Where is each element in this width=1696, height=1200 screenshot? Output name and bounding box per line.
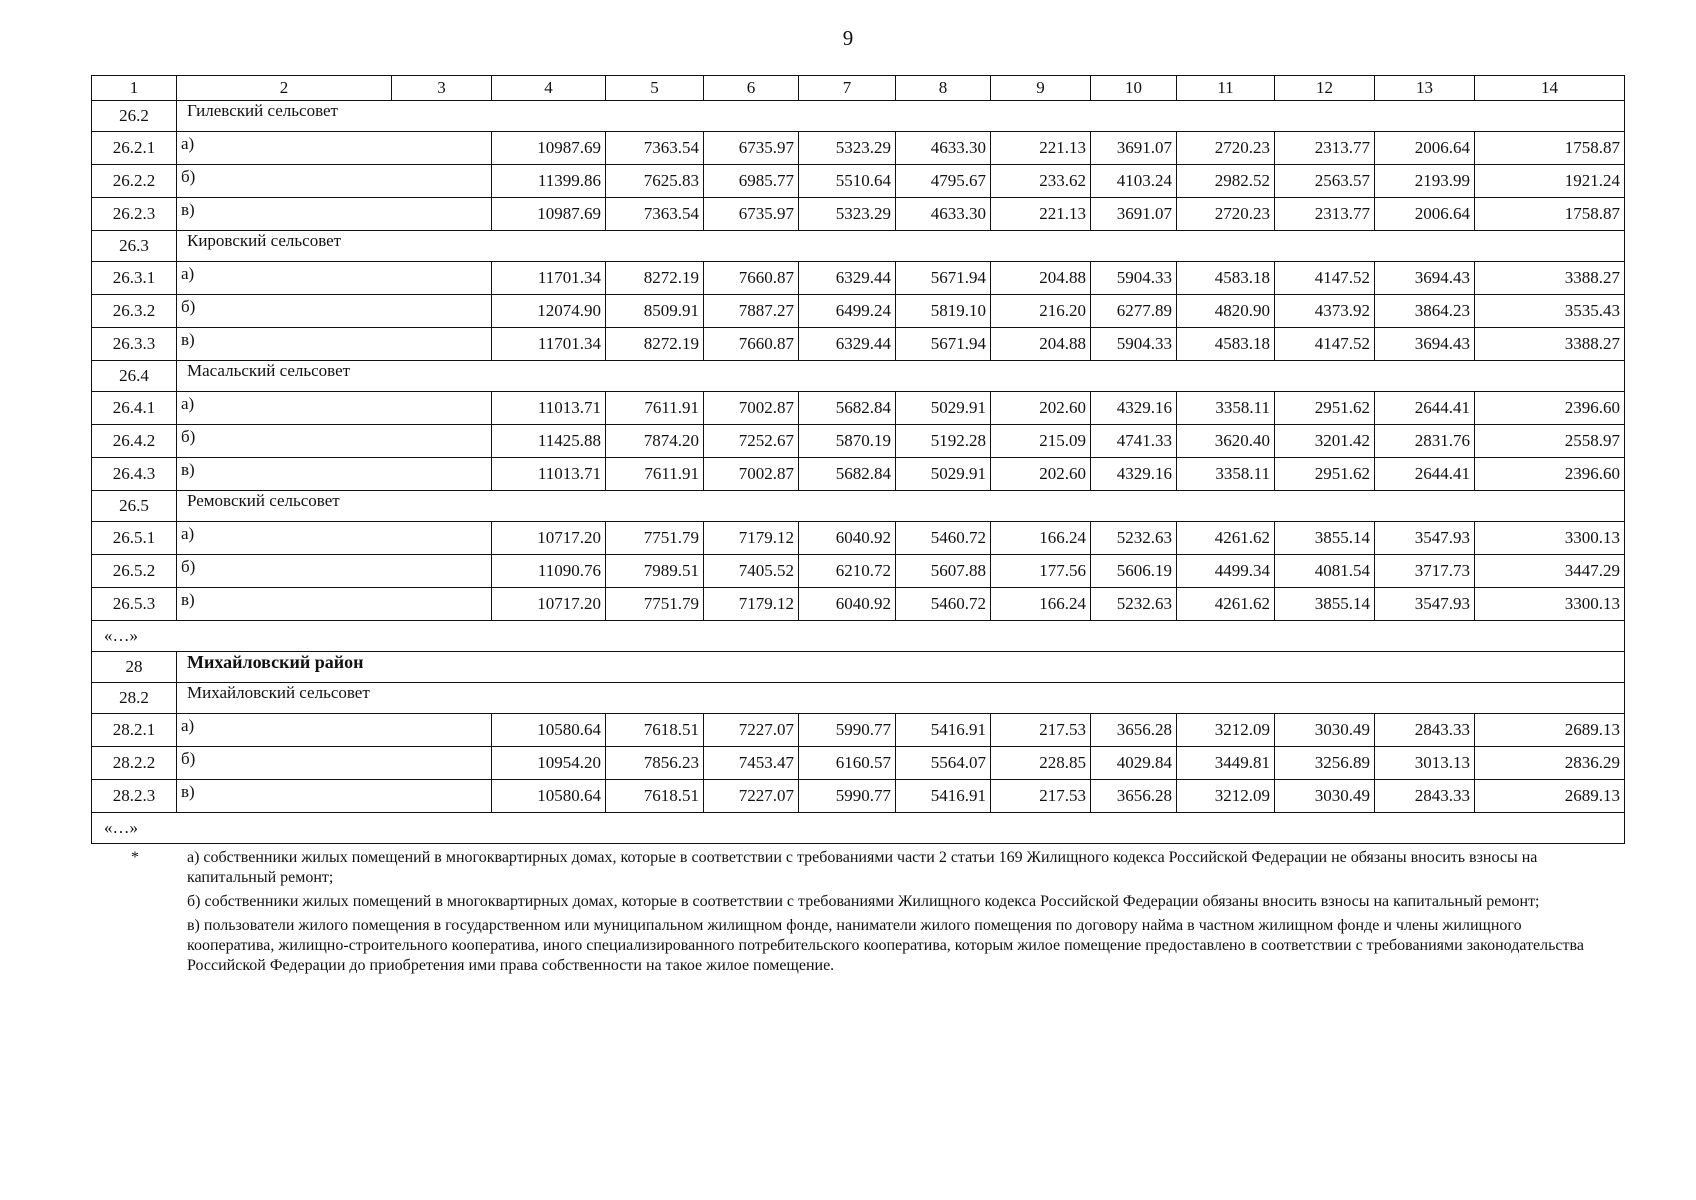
value-cell: 3201.42 — [1275, 425, 1375, 458]
value-cell: 5460.72 — [896, 588, 991, 621]
value-cell: 7363.54 — [606, 132, 704, 165]
value-cell: 177.56 — [991, 555, 1091, 588]
value-cell: 6735.97 — [704, 132, 799, 165]
value-cell: 4029.84 — [1091, 747, 1177, 780]
value-cell: 7611.91 — [606, 458, 704, 491]
table-row — [92, 198, 1625, 231]
value-cell: 221.13 — [991, 198, 1091, 231]
value-cell: 7660.87 — [704, 328, 799, 361]
value-cell: 3694.43 — [1375, 328, 1475, 361]
value-cell: 7453.47 — [704, 747, 799, 780]
row-code: 26.4 — [92, 361, 177, 392]
table-row — [92, 262, 1625, 295]
value-cell: 221.13 — [991, 132, 1091, 165]
value-cell: 5682.84 — [799, 392, 896, 425]
value-cell: 5323.29 — [799, 198, 896, 231]
row-code: 28.2 — [92, 683, 177, 714]
owner-category: а) — [177, 262, 492, 295]
value-cell: 4499.34 — [1177, 555, 1275, 588]
column-number: 13 — [1375, 76, 1475, 101]
value-cell: 4583.18 — [1177, 262, 1275, 295]
value-cell: 5416.91 — [896, 714, 991, 747]
value-cell: 3388.27 — [1475, 262, 1625, 295]
value-cell: 217.53 — [991, 714, 1091, 747]
value-cell: 202.60 — [991, 458, 1091, 491]
value-cell: 10954.20 — [492, 747, 606, 780]
value-cell: 8509.91 — [606, 295, 704, 328]
row-code: 26.2.2 — [92, 165, 177, 198]
value-cell: 3691.07 — [1091, 132, 1177, 165]
group-name: Ремовский сельсовет — [177, 491, 1625, 522]
value-cell: 2193.99 — [1375, 165, 1475, 198]
row-code: 28 — [92, 652, 177, 683]
value-cell: 7179.12 — [704, 588, 799, 621]
value-cell: 4741.33 — [1091, 425, 1177, 458]
row-code: 26.2.3 — [92, 198, 177, 231]
value-cell: 3691.07 — [1091, 198, 1177, 231]
value-cell: 3717.73 — [1375, 555, 1475, 588]
table-row — [92, 295, 1625, 328]
value-cell: 6985.77 — [704, 165, 799, 198]
value-cell: 7618.51 — [606, 714, 704, 747]
ellipsis-row — [92, 621, 1625, 652]
value-cell: 8272.19 — [606, 328, 704, 361]
value-cell: 2644.41 — [1375, 392, 1475, 425]
value-cell: 5904.33 — [1091, 328, 1177, 361]
value-cell: 7856.23 — [606, 747, 704, 780]
row-code: 26.5.2 — [92, 555, 177, 588]
value-cell: 4261.62 — [1177, 522, 1275, 555]
value-cell: 3449.81 — [1177, 747, 1275, 780]
value-cell: 2563.57 — [1275, 165, 1375, 198]
value-cell: 7660.87 — [704, 262, 799, 295]
table-row — [92, 132, 1625, 165]
value-cell: 2982.52 — [1177, 165, 1275, 198]
value-cell: 2689.13 — [1475, 780, 1625, 813]
value-cell: 3212.09 — [1177, 780, 1275, 813]
value-cell: 4633.30 — [896, 132, 991, 165]
value-cell: 6277.89 — [1091, 295, 1177, 328]
value-cell: 7227.07 — [704, 780, 799, 813]
value-cell: 3300.13 — [1475, 588, 1625, 621]
row-code: 26.2 — [92, 101, 177, 132]
value-cell: 228.85 — [991, 747, 1091, 780]
group-row — [92, 101, 1625, 132]
value-cell: 2720.23 — [1177, 132, 1275, 165]
value-cell: 2644.41 — [1375, 458, 1475, 491]
value-cell: 215.09 — [991, 425, 1091, 458]
column-number: 4 — [492, 76, 606, 101]
value-cell: 5323.29 — [799, 132, 896, 165]
value-cell: 5232.63 — [1091, 588, 1177, 621]
owner-category: в) — [177, 328, 492, 361]
row-code: 26.5.1 — [92, 522, 177, 555]
value-cell: 3535.43 — [1475, 295, 1625, 328]
value-cell: 10580.64 — [492, 780, 606, 813]
table-row — [92, 714, 1625, 747]
group-row — [92, 683, 1625, 714]
row-code: 26.2.1 — [92, 132, 177, 165]
value-cell: 7405.52 — [704, 555, 799, 588]
value-cell: 5192.28 — [896, 425, 991, 458]
page-number: 9 — [842, 26, 854, 50]
value-cell: 5671.94 — [896, 328, 991, 361]
row-code: 26.4.2 — [92, 425, 177, 458]
value-cell: 6160.57 — [799, 747, 896, 780]
value-cell: 216.20 — [991, 295, 1091, 328]
row-code: 26.3.3 — [92, 328, 177, 361]
owner-category: б) — [177, 747, 492, 780]
value-cell: 4261.62 — [1177, 588, 1275, 621]
value-cell: 7002.87 — [704, 458, 799, 491]
value-cell: 7887.27 — [704, 295, 799, 328]
value-cell: 12074.90 — [492, 295, 606, 328]
owner-category: в) — [177, 588, 492, 621]
value-cell: 3358.11 — [1177, 458, 1275, 491]
table-row — [92, 165, 1625, 198]
value-cell: 3030.49 — [1275, 714, 1375, 747]
value-cell: 3013.13 — [1375, 747, 1475, 780]
value-cell: 5682.84 — [799, 458, 896, 491]
value-cell: 10580.64 — [492, 714, 606, 747]
value-cell: 4795.67 — [896, 165, 991, 198]
value-cell: 5990.77 — [799, 714, 896, 747]
value-cell: 10987.69 — [492, 198, 606, 231]
row-code: 26.5.3 — [92, 588, 177, 621]
value-cell: 5870.19 — [799, 425, 896, 458]
row-code: 28.2.1 — [92, 714, 177, 747]
column-number: 8 — [896, 76, 991, 101]
value-cell: 3212.09 — [1177, 714, 1275, 747]
value-cell: 3620.40 — [1177, 425, 1275, 458]
value-cell: 7989.51 — [606, 555, 704, 588]
value-cell: 11013.71 — [492, 392, 606, 425]
value-cell: 7618.51 — [606, 780, 704, 813]
value-cell: 7227.07 — [704, 714, 799, 747]
value-cell: 3447.29 — [1475, 555, 1625, 588]
column-number: 2 — [177, 76, 392, 101]
row-code: 26.5 — [92, 491, 177, 522]
value-cell: 3656.28 — [1091, 780, 1177, 813]
value-cell: 1921.24 — [1475, 165, 1625, 198]
value-cell: 5990.77 — [799, 780, 896, 813]
value-cell: 2720.23 — [1177, 198, 1275, 231]
value-cell: 7252.67 — [704, 425, 799, 458]
row-code: 28.2.2 — [92, 747, 177, 780]
row-code: 26.3.2 — [92, 295, 177, 328]
value-cell: 3864.23 — [1375, 295, 1475, 328]
value-cell: 2831.76 — [1375, 425, 1475, 458]
value-cell: 3656.28 — [1091, 714, 1177, 747]
value-cell: 3256.89 — [1275, 747, 1375, 780]
value-cell: 4329.16 — [1091, 392, 1177, 425]
value-cell: 11399.86 — [492, 165, 606, 198]
value-cell: 6329.44 — [799, 262, 896, 295]
value-cell: 5564.07 — [896, 747, 991, 780]
value-cell: 5510.64 — [799, 165, 896, 198]
value-cell: 5819.10 — [896, 295, 991, 328]
value-cell: 7751.79 — [606, 588, 704, 621]
owner-category: а) — [177, 392, 492, 425]
value-cell: 2396.60 — [1475, 458, 1625, 491]
value-cell: 11425.88 — [492, 425, 606, 458]
value-cell: 4633.30 — [896, 198, 991, 231]
owner-category: б) — [177, 295, 492, 328]
footnote-item-a: а) собственники жилых помещений в многоквартирных домах, которые в соответствии с требованиями части 2 статьи 169 Жилищного кодекса Российской Федерации не обязаны вносить взносы на капитальный ремонт; — [187, 849, 1538, 886]
value-cell: 4820.90 — [1177, 295, 1275, 328]
value-cell: 2951.62 — [1275, 392, 1375, 425]
owner-category: в) — [177, 458, 492, 491]
column-number-row — [92, 76, 1625, 101]
group-name: Масальский сельсовет — [177, 361, 1625, 392]
table-row — [92, 780, 1625, 813]
value-cell: 3388.27 — [1475, 328, 1625, 361]
value-cell: 7363.54 — [606, 198, 704, 231]
value-cell: 5460.72 — [896, 522, 991, 555]
row-code: 26.3 — [92, 231, 177, 262]
value-cell: 10987.69 — [492, 132, 606, 165]
value-cell: 5029.91 — [896, 392, 991, 425]
value-cell: 5904.33 — [1091, 262, 1177, 295]
value-cell: 2006.64 — [1375, 132, 1475, 165]
omission-mark: «…» — [92, 621, 1625, 652]
value-cell: 3547.93 — [1375, 522, 1475, 555]
value-cell: 7179.12 — [704, 522, 799, 555]
value-cell: 4147.52 — [1275, 262, 1375, 295]
value-cell: 2843.33 — [1375, 780, 1475, 813]
group-name: Михайловский сельсовет — [177, 683, 1625, 714]
tariff-table — [91, 75, 1625, 844]
group-row — [92, 652, 1625, 683]
value-cell: 5029.91 — [896, 458, 991, 491]
value-cell: 2843.33 — [1375, 714, 1475, 747]
column-number: 6 — [704, 76, 799, 101]
value-cell: 204.88 — [991, 262, 1091, 295]
value-cell: 217.53 — [991, 780, 1091, 813]
value-cell: 3694.43 — [1375, 262, 1475, 295]
value-cell: 6499.24 — [799, 295, 896, 328]
column-number: 3 — [392, 76, 492, 101]
value-cell: 10717.20 — [492, 588, 606, 621]
value-cell: 6329.44 — [799, 328, 896, 361]
value-cell: 3855.14 — [1275, 588, 1375, 621]
value-cell: 2951.62 — [1275, 458, 1375, 491]
omission-mark: «…» — [92, 813, 1625, 844]
value-cell: 3358.11 — [1177, 392, 1275, 425]
ellipsis-row — [92, 813, 1625, 844]
value-cell: 5671.94 — [896, 262, 991, 295]
value-cell: 7874.20 — [606, 425, 704, 458]
value-cell: 166.24 — [991, 522, 1091, 555]
value-cell: 11701.34 — [492, 328, 606, 361]
table-row — [92, 328, 1625, 361]
value-cell: 6210.72 — [799, 555, 896, 588]
value-cell: 2689.13 — [1475, 714, 1625, 747]
value-cell: 1758.87 — [1475, 132, 1625, 165]
column-number: 12 — [1275, 76, 1375, 101]
footnote-item-v: в) пользователи жилого помещения в государственном или муниципальном жилищном фонде, наниматели жилого помещения по договору найма в частном жилищном фонде и члены жилищного кооператива, жилищно-строительного кооператива, иного специализированного потребительского кооператива, которым жилое помещение предоставлено в соответствии с требованиями законодательства Российской Федерации до приобретения ими права собственности на такое жилое помещение. — [187, 917, 1584, 974]
owner-category: а) — [177, 522, 492, 555]
value-cell: 6040.92 — [799, 522, 896, 555]
group-name: Михайловский район — [177, 652, 1625, 683]
value-cell: 1758.87 — [1475, 198, 1625, 231]
group-row — [92, 361, 1625, 392]
value-cell: 4147.52 — [1275, 328, 1375, 361]
value-cell: 5607.88 — [896, 555, 991, 588]
column-number: 7 — [799, 76, 896, 101]
value-cell: 4373.92 — [1275, 295, 1375, 328]
table-row — [92, 392, 1625, 425]
value-cell: 6040.92 — [799, 588, 896, 621]
table-row — [92, 555, 1625, 588]
value-cell: 2558.97 — [1475, 425, 1625, 458]
owner-category: а) — [177, 132, 492, 165]
owner-category: б) — [177, 425, 492, 458]
value-cell: 4329.16 — [1091, 458, 1177, 491]
column-number: 9 — [991, 76, 1091, 101]
value-cell: 5232.63 — [1091, 522, 1177, 555]
value-cell: 233.62 — [991, 165, 1091, 198]
value-cell: 3547.93 — [1375, 588, 1475, 621]
value-cell: 7751.79 — [606, 522, 704, 555]
value-cell: 3300.13 — [1475, 522, 1625, 555]
row-code: 26.4.3 — [92, 458, 177, 491]
value-cell: 5416.91 — [896, 780, 991, 813]
value-cell: 204.88 — [991, 328, 1091, 361]
value-cell: 8272.19 — [606, 262, 704, 295]
value-cell: 4103.24 — [1091, 165, 1177, 198]
value-cell: 2313.77 — [1275, 132, 1375, 165]
value-cell: 11090.76 — [492, 555, 606, 588]
value-cell: 3030.49 — [1275, 780, 1375, 813]
column-number: 10 — [1091, 76, 1177, 101]
row-code: 26.3.1 — [92, 262, 177, 295]
group-row — [92, 491, 1625, 522]
owner-category: б) — [177, 555, 492, 588]
owner-category: а) — [177, 714, 492, 747]
footnote — [125, 848, 1585, 980]
value-cell: 10717.20 — [492, 522, 606, 555]
row-code: 28.2.3 — [92, 780, 177, 813]
value-cell: 7002.87 — [704, 392, 799, 425]
value-cell: 2396.60 — [1475, 392, 1625, 425]
column-number: 1 — [92, 76, 177, 101]
table-row — [92, 458, 1625, 491]
value-cell: 2006.64 — [1375, 198, 1475, 231]
footnote-item-b: б) собственники жилых помещений в многоквартирных домах, которые в соответствии с требованиями Жилищного кодекса Российской Федерации обязаны вносить взносы на капитальный ремонт; — [187, 893, 1540, 910]
owner-category: в) — [177, 780, 492, 813]
value-cell: 11701.34 — [492, 262, 606, 295]
footnote-marker: * — [131, 849, 139, 866]
owner-category: б) — [177, 165, 492, 198]
value-cell: 7611.91 — [606, 392, 704, 425]
owner-category: в) — [177, 198, 492, 231]
value-cell: 3855.14 — [1275, 522, 1375, 555]
table-row — [92, 425, 1625, 458]
row-code: 26.4.1 — [92, 392, 177, 425]
value-cell: 7625.83 — [606, 165, 704, 198]
value-cell: 4081.54 — [1275, 555, 1375, 588]
column-number: 14 — [1475, 76, 1625, 101]
column-number: 11 — [1177, 76, 1275, 101]
value-cell: 11013.71 — [492, 458, 606, 491]
value-cell: 5606.19 — [1091, 555, 1177, 588]
value-cell: 2836.29 — [1475, 747, 1625, 780]
value-cell: 2313.77 — [1275, 198, 1375, 231]
table-row — [92, 588, 1625, 621]
value-cell: 202.60 — [991, 392, 1091, 425]
group-name: Кировский сельсовет — [177, 231, 1625, 262]
table-body — [92, 76, 1625, 844]
table-row — [92, 522, 1625, 555]
group-name: Гилевский сельсовет — [177, 101, 1625, 132]
group-row — [92, 231, 1625, 262]
value-cell: 166.24 — [991, 588, 1091, 621]
column-number: 5 — [606, 76, 704, 101]
value-cell: 4583.18 — [1177, 328, 1275, 361]
value-cell: 6735.97 — [704, 198, 799, 231]
table-row — [92, 747, 1625, 780]
